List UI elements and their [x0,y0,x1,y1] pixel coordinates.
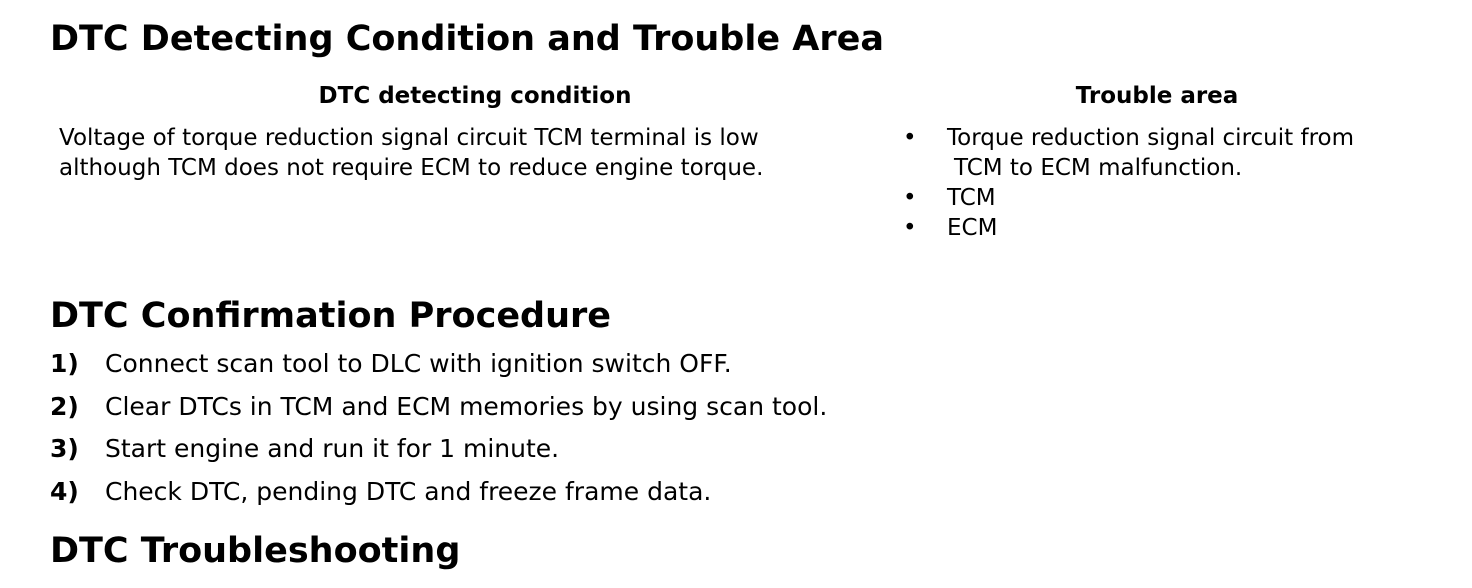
step-text: Start engine and run it for 1 minute. [105,434,560,463]
procedure-step [50,345,1150,388]
bullet-icon: • [903,185,917,211]
procedure-step [50,388,1150,431]
column-header-trouble-area: Trouble area [1075,83,1239,109]
step-number: 1) [50,349,79,378]
list-item-text: ECM [947,215,998,241]
bullet-icon: • [903,125,917,151]
procedure-step [50,473,1150,516]
list-item-text: TCM to ECM malfunction. [954,155,1243,181]
condition-line: although TCM does not require ECM to reduce engine torque. [59,155,764,181]
step-number: 4) [50,476,79,506]
step-text: Clear DTCs in TCM and ECM memories by using scan tool. [105,391,828,421]
list-item [900,123,1460,183]
procedure-steps [50,345,1150,515]
section-heading-troubleshooting: DTC Troubleshooting [50,531,461,571]
trouble-area-list [900,123,1460,243]
step-text: Check DTC, pending DTC and freeze frame data. [105,476,712,506]
section-heading-confirmation: DTC Confirmation Procedure [50,296,612,336]
step-number: 3) [50,434,79,463]
condition-line: Voltage of torque reduction signal circuit TCM terminal is low [59,125,759,151]
list-item-text: TCM [947,185,996,211]
list-item-text: Torque reduction signal circuit from [947,125,1354,151]
condition-description [59,123,899,183]
list-item [900,183,1460,213]
step-number: 2) [50,391,79,421]
list-item [900,213,1460,243]
section-heading-detecting: DTC Detecting Condition and Trouble Area [50,19,884,59]
procedure-step [50,430,1150,473]
step-text: Connect scan tool to DLC with ignition switch OFF. [105,349,732,378]
bullet-icon: • [903,215,917,241]
column-header-condition: DTC detecting condition [318,83,632,109]
